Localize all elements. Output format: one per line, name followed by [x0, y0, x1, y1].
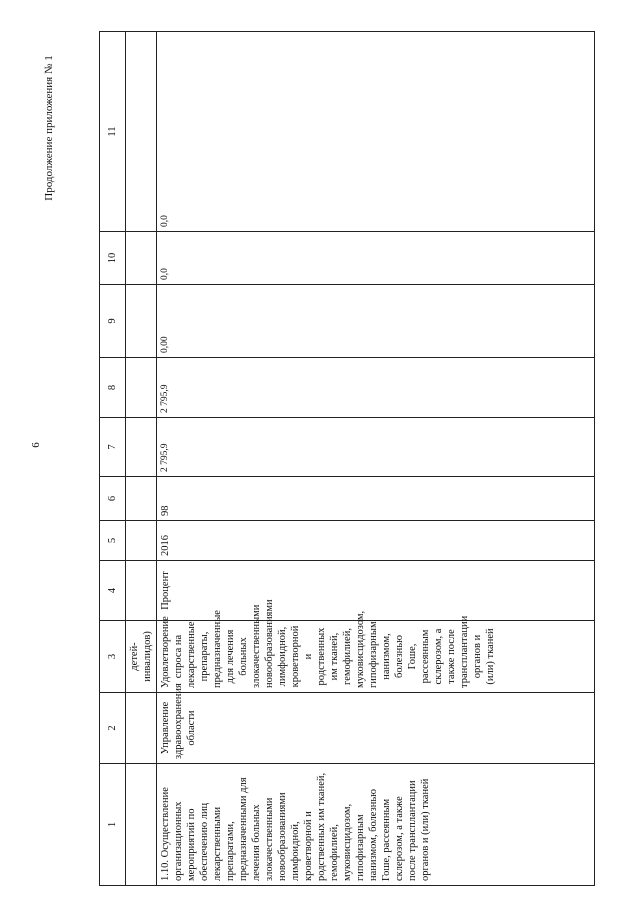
header-row	[100, 32, 126, 886]
col-header-9: 9	[100, 285, 126, 358]
program-table	[99, 31, 595, 886]
cell-col10: 0,0	[157, 232, 595, 285]
cell	[126, 232, 157, 285]
cell-col7: 2 795,9	[157, 418, 595, 477]
col-header-10: 10	[100, 232, 126, 285]
cell-year: 2016	[157, 521, 595, 561]
col-header-5: 5	[100, 521, 126, 561]
cell-executor: Управление здравоохранения области	[157, 693, 595, 764]
continuation-row	[126, 32, 157, 886]
cell	[126, 418, 157, 477]
rotated-table-wrapper	[99, 32, 612, 886]
col-header-7: 7	[100, 418, 126, 477]
cell-col8: 2 795,9	[157, 358, 595, 418]
cell	[126, 285, 157, 358]
cell	[126, 521, 157, 561]
cell	[126, 764, 157, 886]
cell	[126, 477, 157, 521]
col-header-8: 8	[100, 358, 126, 418]
cell	[126, 32, 157, 232]
cell-unit: Процент	[157, 561, 595, 621]
cell-col11: 0,0	[157, 32, 595, 232]
table-container	[99, 32, 612, 886]
col-header-6: 6	[100, 477, 126, 521]
annex-continuation-title: Продолжение приложения № 1	[43, 55, 55, 201]
col-header-1: 1	[100, 764, 126, 886]
cell-col9: 0,00	[157, 285, 595, 358]
col-header-4: 4	[100, 561, 126, 621]
page-number: 6	[30, 442, 42, 448]
cell-activity: 1.10. Осуществление организационных мероприятий по обеспечению лиц лекарственными препаратами, предназначенными для лечения больных злокачественными новообразованиями лимфоидной, кроветворной и родственных им тканей, гемофилией, муковисцидозом, гипофизарным нанизмом, болезнью Гоше, рассеянным склерозом, а также после трансплантации органов и (или) тканей	[157, 764, 595, 886]
cell-indicator: Удовлетворение спроса на лекарственные препараты, предназначенные для лечения больных злокачественными новообразованиями лимфоидной, кроветворной и родственных им тканей, гемофилией, муковисцидозом, гипофизарным нанизмом, болезнью Гоше, рассеянным склерозом, а также после трансплантации органов и (или) тканей	[157, 621, 595, 693]
cell-value: 98	[157, 477, 595, 521]
col-header-2: 2	[100, 693, 126, 764]
col-header-11: 11	[100, 32, 126, 232]
col-header-3: 3	[100, 621, 126, 693]
cell	[126, 693, 157, 764]
cell-continued-text: детей-инвалидов)	[126, 621, 157, 693]
cell	[126, 561, 157, 621]
cell	[126, 358, 157, 418]
table-row	[157, 32, 595, 886]
